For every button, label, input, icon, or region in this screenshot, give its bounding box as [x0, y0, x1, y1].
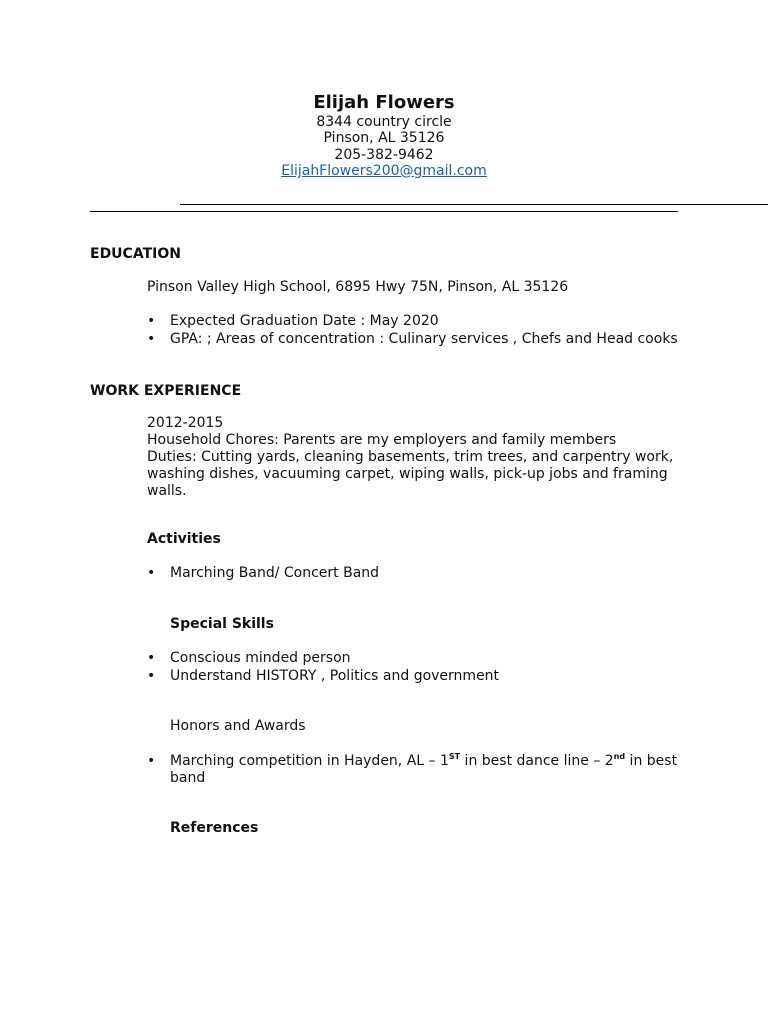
bullet-icon: • [147, 313, 156, 329]
email-link-wrapper [0, 163, 768, 180]
list-item: • GPA: ; Areas of concentration : Culinary services , Chefs and Head cooks [147, 331, 678, 347]
education-heading: EDUCATION [90, 246, 181, 262]
work-role: Household Chores: Parents are my employers and family members [147, 432, 617, 448]
bullet-icon: • [147, 565, 156, 581]
work-experience-heading: WORK EXPERIENCE [90, 383, 242, 399]
ordinal-suffix: nd [613, 752, 626, 761]
email-link[interactable]: ElijahFlowers200@gmail.com [281, 163, 487, 179]
activities-heading: Activities [147, 531, 221, 547]
phone-number: 205-382-9462 [334, 147, 434, 163]
resume-name: Elijah Flowers [313, 92, 455, 113]
address-line-2: Pinson, AL 35126 [323, 130, 445, 146]
list-item: • Understand HISTORY , Politics and government [147, 668, 500, 684]
list-item: • Marching competition in Hayden, AL – 1ST in best dance line – 2nd in best band [147, 752, 678, 786]
education-bullets [147, 313, 687, 348]
ordinal-suffix: ST [448, 752, 461, 761]
work-years: 2012-2015 [147, 415, 224, 431]
honors-bullets [147, 753, 687, 787]
bullet-icon: • [147, 331, 156, 347]
work-duties: Duties: Cutting yards, cleaning basements, trim trees, and carpentry work, washing dishes, vacuuming carpet, wiping walls, pick-up jobs and framing walls. [147, 449, 674, 499]
activities-bullets [147, 565, 687, 582]
bullet-icon: • [147, 650, 156, 666]
list-item: • Conscious minded person [147, 650, 351, 666]
address-line-1: 8344 country circle [316, 114, 452, 130]
list-item: • Expected Graduation Date : May 2020 [147, 313, 439, 329]
special-skills-heading: Special Skills [170, 616, 274, 632]
header-rule-bottom [90, 211, 678, 212]
school-line: Pinson Valley High School, 6895 Hwy 75N, Pinson, AL 35126 [147, 279, 569, 295]
header-rule-top [180, 204, 768, 205]
bullet-icon: • [147, 753, 156, 769]
list-item: • Marching Band/ Concert Band [147, 565, 380, 581]
honors-heading: Honors and Awards [170, 718, 306, 734]
skills-bullets [147, 650, 687, 685]
bullet-icon: • [147, 668, 156, 684]
references-heading: References [170, 820, 259, 836]
